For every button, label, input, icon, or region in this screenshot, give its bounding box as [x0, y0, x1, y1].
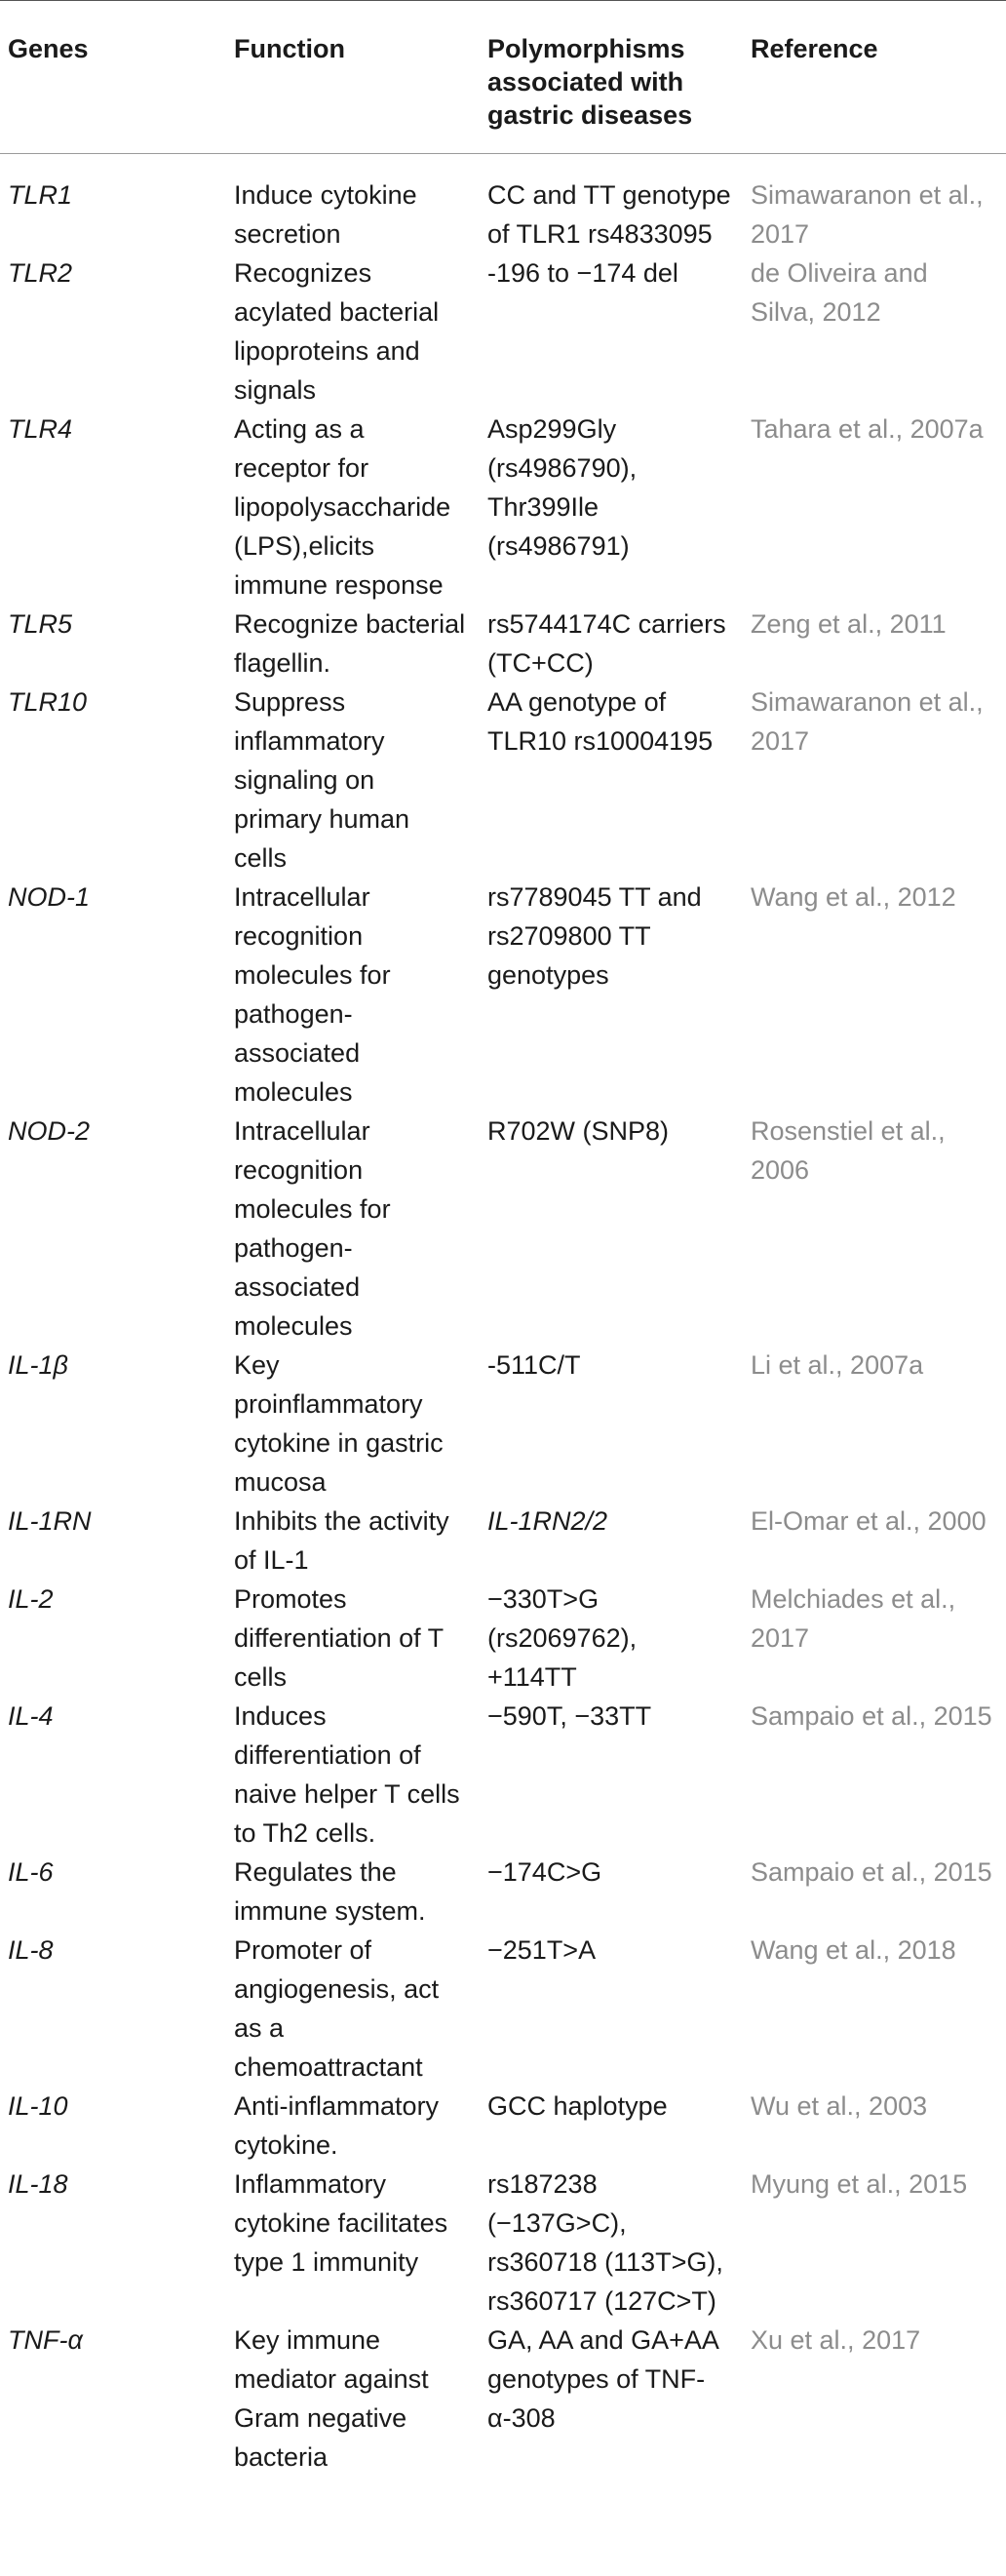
cell-gene: NOD-1: [8, 882, 91, 912]
cell-function: Induces differentiation of naive helper T cells to Th2 cells.: [234, 1701, 460, 1848]
cell-gene: IL-2: [8, 1584, 54, 1614]
table-row: [0, 1502, 1006, 1580]
cell-polymorphism: CC and TT genotype of TLR1 rs4833095: [487, 180, 731, 249]
cell-polymorphism: GCC haplotype: [487, 2091, 668, 2121]
cell-function: Key proinflammatory cytokine in gastric mucosa: [234, 1350, 444, 1497]
cell-reference[interactable]: Xu et al., 2017: [751, 2325, 921, 2355]
cell-polymorphism: -511C/T: [487, 1350, 581, 1380]
cell-polymorphism: -196 to −174 del: [487, 258, 678, 288]
cell-polymorphism: rs7789045 TT and rs2709800 TT genotypes: [487, 882, 702, 990]
table-row: [0, 605, 1006, 683]
cell-gene: TLR5: [8, 609, 73, 639]
cell-polymorphism: AA genotype of TLR10 rs10004195: [487, 687, 714, 756]
cell-reference[interactable]: Rosenstiel et al., 2006: [751, 1116, 946, 1185]
cell-reference[interactable]: de Oliveira and Silva, 2012: [751, 258, 928, 327]
table-row: [0, 1853, 1006, 1931]
table-row: [0, 878, 1006, 1112]
header-genes: Genes: [0, 1, 224, 154]
table-row: [0, 1580, 1006, 1697]
cell-reference[interactable]: Tahara et al., 2007a: [751, 414, 984, 444]
table-row: [0, 2165, 1006, 2321]
cell-reference[interactable]: Simawaranon et al., 2017: [751, 180, 984, 249]
cell-gene: TNF-α: [8, 2325, 83, 2355]
cell-function: Promoter of angiogenesis, act as a chemoattractant: [234, 1935, 440, 2082]
table-row: [0, 2321, 1006, 2480]
cell-reference[interactable]: Sampaio et al., 2015: [751, 1701, 992, 1731]
cell-reference[interactable]: Zeng et al., 2011: [751, 609, 947, 639]
cell-polymorphism: R702W (SNP8): [487, 1116, 670, 1146]
cell-polymorphism: Asp299Gly (rs4986790), Thr399Ile (rs4986791): [487, 414, 638, 561]
table-header-row: [0, 1, 1006, 154]
cell-reference[interactable]: Melchiades et al., 2017: [751, 1584, 956, 1653]
cell-function: Anti-inflammatory cytokine.: [234, 2091, 440, 2160]
cell-function: Inflammatory cytokine facilitates type 1 immunity: [234, 2169, 448, 2277]
header-reference: Reference: [741, 1, 1006, 154]
table-row: [0, 1346, 1006, 1502]
cell-gene: IL-6: [8, 1857, 54, 1887]
table-row: [0, 683, 1006, 878]
table-row: [0, 154, 1006, 254]
cell-polymorphism: −590T, −33TT: [487, 1701, 652, 1731]
header-function: Function: [224, 1, 478, 154]
cell-gene: TLR2: [8, 258, 73, 288]
cell-function: Inhibits the activity of IL-1: [234, 1506, 449, 1575]
cell-function: Suppress inflammatory signaling on primary human cells: [234, 687, 410, 873]
cell-reference[interactable]: Wang et al., 2012: [751, 882, 956, 912]
cell-gene: IL-1β: [8, 1350, 68, 1380]
cell-gene: TLR10: [8, 687, 88, 717]
cell-gene: IL-18: [8, 2169, 68, 2199]
cell-reference[interactable]: Myung et al., 2015: [751, 2169, 968, 2199]
cell-polymorphism-text: IL-1RN2/2: [487, 1506, 608, 1536]
cell-gene: IL-4: [8, 1701, 54, 1731]
cell-function: Recognize bacterial flagellin.: [234, 609, 466, 678]
table-row: [0, 1931, 1006, 2087]
cell-polymorphism: [478, 1502, 741, 1580]
cell-gene: TLR4: [8, 414, 73, 444]
cell-gene: IL-8: [8, 1935, 54, 1965]
cell-function: Key immune mediator against Gram negative bacteria: [234, 2325, 429, 2472]
cell-function: Regulates the immune system.: [234, 1857, 426, 1926]
cell-reference[interactable]: Wang et al., 2018: [751, 1935, 956, 1965]
cell-polymorphism: −174C>G: [487, 1857, 602, 1887]
cell-reference[interactable]: Li et al., 2007a: [751, 1350, 924, 1380]
table-row: [0, 1697, 1006, 1853]
cell-reference[interactable]: Sampaio et al., 2015: [751, 1857, 992, 1887]
cell-reference[interactable]: El-Omar et al., 2000: [751, 1506, 987, 1536]
cell-function: Acting as a receptor for lipopolysaccharide (LPS),elicits immune response: [234, 414, 451, 600]
cell-polymorphism: −330T>G (rs2069762), +114TT: [487, 1584, 638, 1692]
cell-polymorphism: rs187238 (−137G>C), rs360718 (113T>G), rs360717 (127C>T): [487, 2169, 723, 2316]
cell-function: Intracellular recognition molecules for pathogen-associated molecules: [234, 1116, 391, 1341]
cell-polymorphism: GA, AA and GA+AA genotypes of TNF-α-308: [487, 2325, 718, 2433]
cell-gene: NOD-2: [8, 1116, 91, 1146]
cell-polymorphism: −251T>A: [487, 1935, 597, 1965]
cell-function: Intracellular recognition molecules for pathogen-associated molecules: [234, 882, 391, 1107]
cell-function: Recognizes acylated bacterial lipoproteins and signals: [234, 258, 440, 405]
header-polymorphisms: Polymorphisms associated with gastric diseases: [478, 1, 741, 154]
table-row: [0, 410, 1006, 605]
cell-gene: IL-10: [8, 2091, 68, 2121]
cell-function: Promotes differentiation of T cells: [234, 1584, 444, 1692]
cell-gene: TLR1: [8, 180, 73, 210]
table-row: [0, 1112, 1006, 1346]
cell-gene: IL-1RN: [8, 1506, 92, 1536]
table-row: [0, 2087, 1006, 2165]
cell-reference[interactable]: Simawaranon et al., 2017: [751, 687, 984, 756]
table-row: [0, 254, 1006, 410]
cell-polymorphism: rs5744174C carriers (TC+CC): [487, 609, 726, 678]
cell-function: Induce cytokine secretion: [234, 180, 417, 249]
cell-reference[interactable]: Wu et al., 2003: [751, 2091, 928, 2121]
